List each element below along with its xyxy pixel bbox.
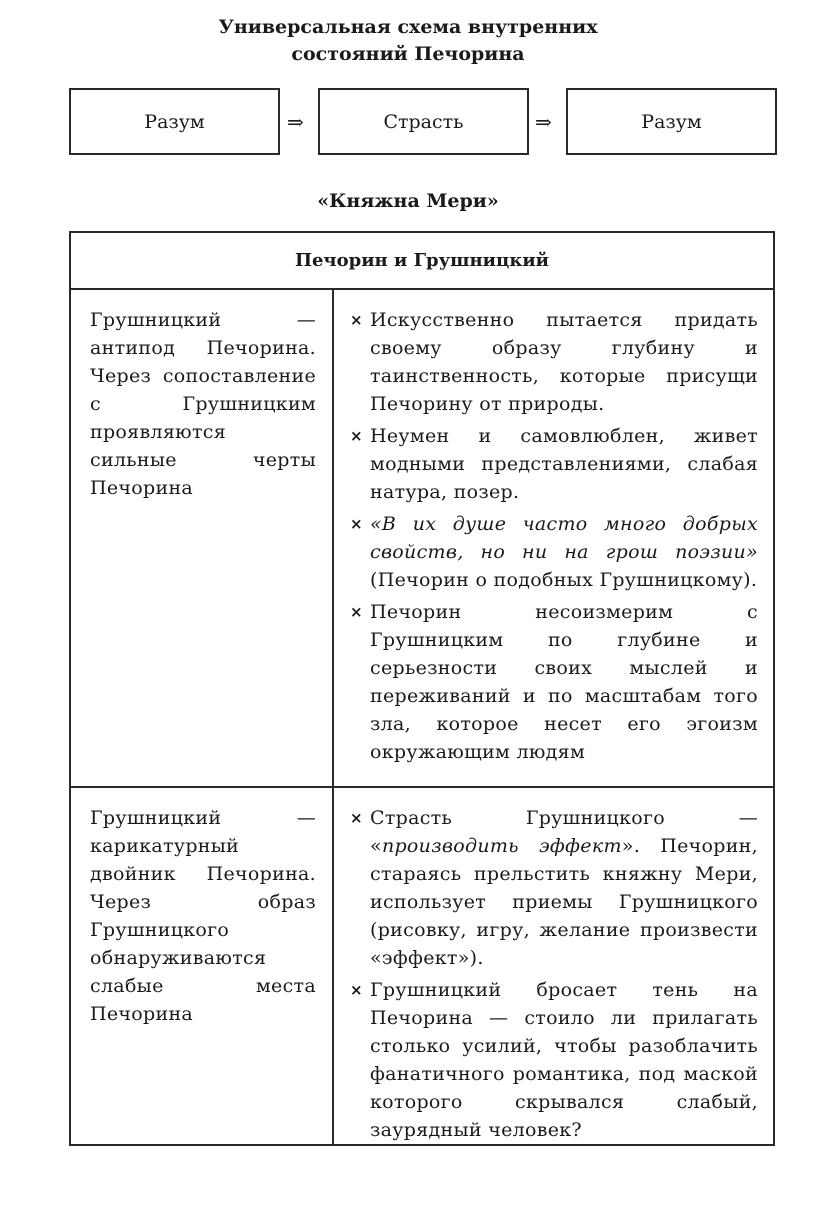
page-title <box>0 14 816 68</box>
list-item <box>350 976 758 1144</box>
item-prefix: Страсть Грушницкого — « <box>370 807 758 857</box>
section-title: «Княжна Мери» <box>317 190 499 212</box>
scheme-box-reason-1: Разум <box>69 88 280 155</box>
row-2-left-cell: Грушницкий — карикатурный двойник Печорина. Через образ Грушницкого обнаруживаются слабые места Печорина <box>90 807 316 1025</box>
row-1-left-cell: Грушницкий — антипод Печорина. Через сопоставление с Грушницким проявляются сильные черты Печорина <box>90 309 316 499</box>
list-item <box>350 422 758 506</box>
item-text: ». Печорин, стараясь прельстить княжну Мери, использует приемы Грушницкого (рисовку, игру, желание произвести «эффект»). <box>370 835 758 969</box>
cross-bullet-icon: × <box>350 515 363 533</box>
title-line-1: Универсальная схема внутренних <box>218 16 598 38</box>
cross-bullet-icon: × <box>350 603 363 621</box>
column-divider <box>332 288 334 1144</box>
item-text: Искусственно пытается придать своему образу глубину и таинственность, которые присущи Печорину от природы. <box>370 309 758 415</box>
item-text: (Печорин о подобных Грушницкому). <box>370 569 758 591</box>
list-item <box>350 598 758 766</box>
scheme-box-reason-2: Разум <box>566 88 777 155</box>
title-line-2: состояний Печорина <box>291 43 525 65</box>
item-text: Печорин несоизмерим с Грушницким по глубине и серьезности своих мыслей и переживаний и по масштабам того зла, которое несет его эгоизм окружающим людям <box>370 601 758 763</box>
row-1-right-list <box>350 306 758 770</box>
item-quote: производить эффект <box>381 835 622 857</box>
cross-bullet-icon: × <box>350 427 363 445</box>
item-quote: «В их душе часто много добрых свойств, но ни на грош поэзии» <box>370 513 758 563</box>
table-header: Печорин и Грушницкий <box>294 250 550 271</box>
arrow-right-icon: ⇒ <box>287 110 304 134</box>
header-divider <box>71 288 773 290</box>
cross-bullet-icon: × <box>350 809 363 827</box>
row-divider <box>71 786 773 788</box>
comparison-table <box>69 231 775 1146</box>
item-text: Грушницкий бросает тень на Печорина — стоило ли прилагать столько усилий, чтобы разоблачить фанатичного романтика, под маской которого скрывался слабый, заурядный человек? <box>370 979 758 1141</box>
item-text: Неумен и самовлюблен, живет модными представлениями, слабая натура, позер. <box>370 425 758 503</box>
row-2-right-list <box>350 804 758 1148</box>
list-item <box>350 804 758 972</box>
cross-bullet-icon: × <box>350 981 363 999</box>
list-item <box>350 306 758 418</box>
scheme-box-passion: Страсть <box>318 88 529 155</box>
arrow-right-icon: ⇒ <box>535 110 552 134</box>
cross-bullet-icon: × <box>350 311 363 329</box>
list-item <box>350 510 758 594</box>
